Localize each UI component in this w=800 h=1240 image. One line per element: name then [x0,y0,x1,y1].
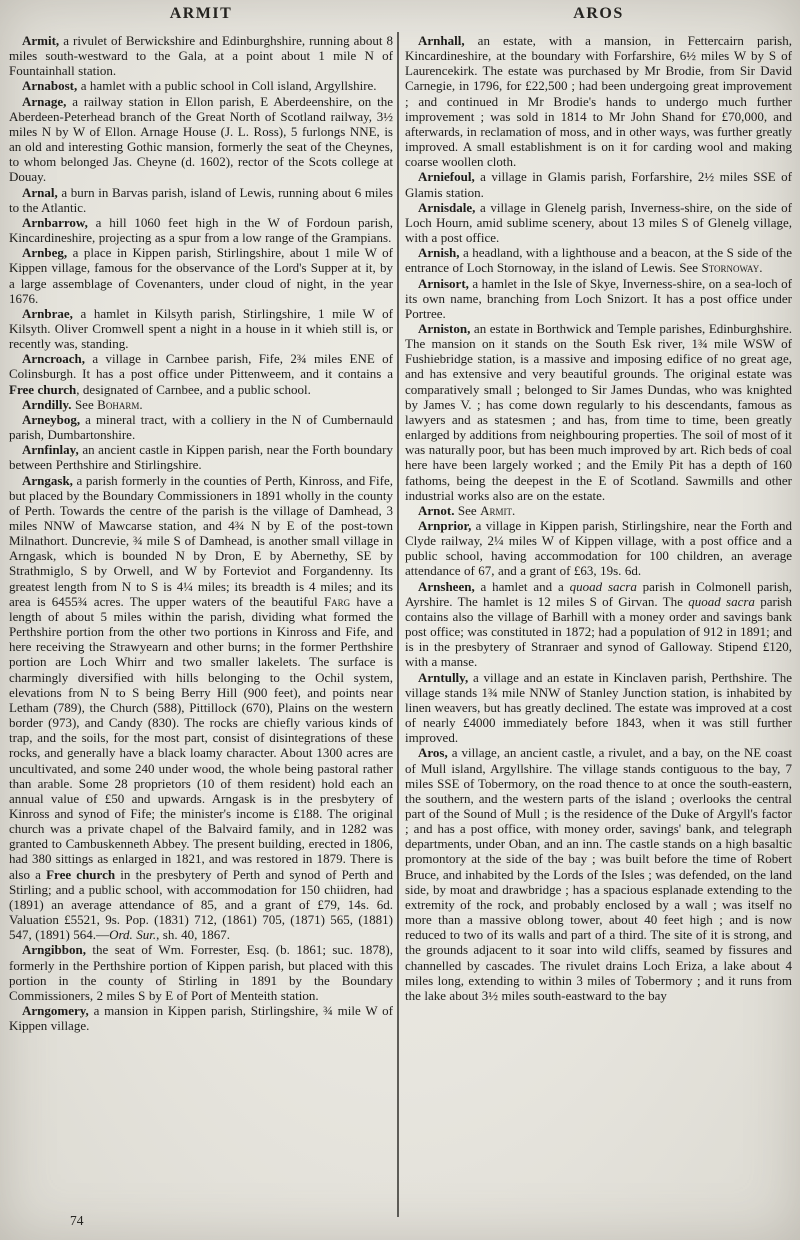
entry-text: a hamlet with a public school in Coll island, Argyllshire. [77,78,377,94]
entry-text: a rivulet of Berwickshire and Edinburghshire, running about 8 miles south-westward to the Gala, at a point about 1 mile N of Fountainhall station. [9,33,393,79]
gazetteer-entry [9,442,393,472]
entry-term: Arncroach, [22,351,85,367]
entry-term: Arnbarrow, [22,214,88,230]
running-head-right: AROS [573,5,624,22]
entry-text: the seat of Wm. Forrester, Esq. (b. 1861; suc. 1878), formerly in the Perthshire portion of Kippen parish, but placed with this portion in the county of Stirling in 1891 by the Boundary Commissioners, 2 miles S by E of Port of Menteith station. [9,942,393,1003]
gazetteer-entry [405,200,792,245]
entry-term: Arnot. [418,502,455,518]
entry-text: a railway station in Ellon parish, E Aberdeenshire, on the Aberdeen-Peterhead branch of the Great North of Scotland railway, 3½ miles N by W of Ellon. Arnage House (J. L. Ross), 5 furlongs NNE, is an old and interesting Gothic mansion, formerly the seat of the Cheynes, to whom belonged Jas. Cheyne (d. 1602), rector of the Scots college at Douay. [9,93,393,185]
entry-text: a burn in Barvas parish, island of Lewis, running about 6 miles to the Atlantic. [9,184,393,215]
entry-text: a hamlet in the Isle of Skye, Inverness-shire, on a sea-loch of its own name, branching from Loch Snizort. It has a post office under Portree. [405,275,792,321]
gazetteer-entry [405,518,792,579]
gazetteer-entry [9,185,393,215]
entry-text: Boharm [97,396,140,412]
gazetteer-entry [405,169,792,199]
entry-text: a headland, with a lighthouse and a beacon, at the S side of the entrance of Loch Stornoway, in the island of Lewis. See [405,245,792,276]
entry-text: a hamlet and a [474,578,570,594]
running-head-left: ARMIT [169,5,233,22]
entry-term: Arnisdale, [418,199,476,215]
gazetteer-entry [9,94,393,185]
entry-term: Arnbrae, [22,305,73,321]
entry-text: . [512,502,516,518]
gazetteer-entry [405,245,792,275]
entry-text: parish in Colmonell parish, Ayrshire. The hamlet is 12 miles S of Girvan. The [405,578,792,609]
entry-text: quoad sacra [569,578,637,594]
entry-term: Aros, [418,745,448,761]
entry-text: Armit [480,502,513,518]
entry-term: Arngask, [22,472,73,488]
gazetteer-entry [405,579,792,670]
gazetteer-entry [9,942,393,1003]
entry-text: a place in Kippen parish, Stirlingshire, about 1 mile W of Kippen village, famous for the observance of the Lord's Supper at it, by a large assemblage of Covenanters, under cloud of night, in the year 1676. [9,245,393,306]
entry-term: Armit, [22,33,60,48]
entry-text: See [454,502,481,518]
entry-term: Arnprior, [418,518,472,533]
entry-text: an ancient castle in Kippen parish, near the Forth boundary between Perthshire and Stirlingshire. [9,442,393,473]
gazetteer-entry [405,33,792,169]
entry-term: Arngibbon, [22,942,86,958]
gazetteer-entry [9,412,393,442]
entry-text: , sh. 40, 1867. [156,927,231,943]
entry-text: a hill 1060 feet high in the W of Fordoun parish, Kincardineshire, projecting as a spur from a low range of the Grampians. [9,214,393,246]
entry-text: Free church [46,866,116,882]
gazetteer-column-left [9,33,393,1223]
entry-text: a village, an ancient castle, a rivulet, and a bay, on the NE coast of Mull island, Argyllshire. The village stands contiguous to the bay, 7 miles SSE of Tobermory, on the road thence to at once the south-eastern, the southern, and the western parts of the island ; overlooks the central part of the Sound of Mull ; is the residence of the Duke of Argyll's factor ; and has a post office, with money order, savings' bank, and telegraph departments, under Oban, and an inn. The castle stands on a high basaltic promontory at the side of the bay ; was built before the time of Robert Bruce, and inhabited by the Lords of the Isles ; was defended, on the land side, by moat and drawbridge ; has a spacious esplanade extending to the extremity of the rock, and probably enclosed by a wall ; was itself no more than a massive oblong tower, about 40 feet high ; and is now reduced to two of its walls and part of a third. The site of it is strong, and the grounds adjacent to it soar into wild cliffs, seamed by fissures and channelled by cascades. The rivulet drains Loch Eriza, a lake about 4 miles long, extending to within 3 miles of Tobermory ; and it runs from the lake about 3½ miles south-eastward to the bay [405,745,792,1003]
entry-text: a village in Glenelg parish, Inverness-shire, on the side of Loch Hourn, amid sublime scenery, about 13 miles S of Glenelg village, with a post office. [405,199,792,246]
entry-text: a village in Kippen parish, Stirlingshire, near the Forth and Clyde railway, 2¼ miles W of Kippen village, with a post office and a public school, having accommodation for 100 children, an average attendance of 67, and a grant of £63, 19s. 6d. [405,518,792,579]
gazetteer-entry [9,1003,393,1033]
entry-text: Farg [323,593,351,609]
gazetteer-column-right [405,33,792,1223]
entry-text: have a length of about 5 miles within the parish, dividing what formed the Perthshire portion from the other two portions in Kinross and Fife, and here receiving the Strawyearn and other burns; in the former Perthshire portion are Loch Whirr and two smaller lakelets. The surface is charmingly diversified with hills belonging to the Ochil system, elevations from N to S being Berry Hill (900 feet), and points near Letham (789), the Church (588), Pittillock (670), Plains on the western border (973), and Candy (830). The rocks are chiefly various kinds of trap, and the soils, for the most part, consist of disintegrations of these rocks, and generally have a black loamy character. About 1300 acres are uncultivated, and some 240 under wood, the whole being pastoral rather than arable. Some 28 proprietors (10 of them resident) hold each an annual value of £50 and upwards. Arngask is in the presbytery of Kinross and synod of Fife; the minister's income is £188. The original church was a private chapel of the Balvaird family, and in 1282 was granted to Cambuskenneth Abbey. The present building, erected in 1806, had 380 sittings as enlarged in 1821, and was restored in 1879. There is also a [9,593,393,882]
entry-term: Arndilly. [22,396,72,412]
gazetteer-entry [405,745,792,1003]
gazetteer-entry [9,215,393,245]
column-divider [397,32,399,1217]
page-number: 74 [70,1213,84,1228]
gazetteer-entry [9,245,393,306]
entry-term: Arniston, [418,320,471,336]
entry-text: a mineral tract, with a colliery in the N of Cumbernauld parish, Dumbartonshire. [9,411,393,443]
gazetteer-entry [9,33,393,78]
entry-text: a mansion in Kippen parish, Stirlingshire, ¾ mile W of Kippen village. [9,1003,393,1034]
gazetteer-entry [9,78,393,93]
entry-text: an estate in Borthwick and Temple parishes, Edinburghshire. The mansion on it stands on the South Esk river, 1¾ mile WSW of Fushiebridge station, is a massive and imposing edifice of no great age, and has extensive and very beautiful grounds. The original estate was comparatively small ; belonged to Sir James Dundas, who was knighted by James V. ; has come down regularly to his descendants, famous as lawyers and as statesmen ; and has, from time to time, been greatly enlarged by additions from neighbouring properties. The soil of most of it was naturally poor, but has been much improved by art. Rich beds of coal here have been largely worked ; and the Emily Pit has a depth of 160 fathoms, being the deepest in the E of Scotland. Sawmills and other industrial works also are on the estate. [405,320,792,503]
gazetteer-entry [405,670,792,746]
entry-text: a parish formerly in the counties of Perth, Kinross, and Fife, but placed by the Boundary Commissioners in 1891 wholly in the county of Perth. Towards the centre of the parish is the village of Damhead, 3 miles NNW of Mawcarse station, and 4¾ N by E of the post-town Milnathort. Duncrevie, ¾ mile S of Damhead, is another small village in Arngask, which is bounded N by Dron, E by Abernethy, SE by Strathmiglo, S by Orwell, and W by Forteviot and Forgandenny. Its greatest length from N to S is 4¼ miles; its breadth is 4 miles; and its area is 6455¾ acres. The upper waters of the beautiful [9,472,393,609]
gazetteer-entry [405,321,792,503]
entry-text: a village and an estate in Kinclaven parish, Perthshire. The village stands 1¾ mile NNW of Stanley Junction station, is inhabited by linen weavers, but has greatly declined. The estate was improved at a cost of nearly £4000 immediately before 1843, when it was still further improved. [405,669,792,746]
entry-text: a village in Glamis parish, Forfarshire, 2½ miles SSE of Glamis station. [405,169,792,200]
entry-term: Arneybog, [22,411,81,427]
entry-text: . [759,260,763,276]
entry-text: . [139,396,143,412]
entry-term: Arnish, [418,245,460,261]
entry-term: Arnisort, [418,275,469,291]
entry-text: in the presbytery of Perth and synod of Perth and Stirling; and a public school, with accommodation for 150 chiidren, had (1891) an average attendance of 85, and a grant of £79, 14s. 6d. Valuation £5521, 9s. Pop. (1831) 712, (1861) 705, (1871) 565, (1881) 547, (1891) 564.— [9,866,393,943]
entry-term: Arnsheen, [418,578,475,594]
entry-text: a village in Carnbee parish, Fife, 2¾ miles ENE of Colinsburgh. It has a post office under Pittenweem, and it contains a [9,351,393,382]
entry-text: See [71,396,98,412]
entry-text: parish contains also the village of Barhill with a money order and savings bank post office; was constituted in 1872; had a population of 912 in 1891; and is in the presbytery of Stranraer and synod of Galloway. Stipend £120, with a manse. [405,593,792,670]
entry-text: quoad sacra [688,593,755,609]
entry-text: Stornoway [701,260,760,276]
entry-term: Arnfinlay, [22,442,79,458]
gazetteer-entry [9,397,393,412]
entry-term: Arniefoul, [418,169,475,185]
entry-term: Arnbeg, [22,245,68,261]
entry-text: an estate, with a mansion, in Fettercairn parish, Kincardineshire, at the boundary with Forfarshire, 6½ miles W by S of Laurencekirk. The estate was purchased by Mr Brodie, from Sir David Carnegie, in 1796, for £22,500 ; had been undergoing great improvement ; and continued in Mr Brodie's hands to undergo much further improvement ; was sold in 1814 to Mr John Shand for £70,000, and afterwards, in reclamation of moss, and in other ways, was further greatly improved. A small establishment is on it for carding wool and making coarse woollen cloth. [405,33,792,170]
gazetteer-entry [405,276,792,321]
entry-term: Arnal, [22,184,58,200]
entry-term: Arntully, [418,669,469,685]
gazetteer-entry [9,351,393,396]
entry-text: , designated of Carnbee, and a public school. [76,381,311,397]
entry-text: Ord. Sur. [109,927,157,943]
entry-text: Free church [9,381,77,397]
entry-text: a hamlet in Kilsyth parish, Stirlingshire, 1 mile W of Kilsyth. Oliver Cromwell spent a night in a house in it whieh still is, or recently was, standing. [9,305,393,352]
entry-term: Arnhall, [418,33,465,48]
gazetteer-entry [9,473,393,943]
entry-term: Arnage, [22,93,67,109]
gazetteer-entry [9,306,393,351]
entry-term: Arnabost, [22,78,78,94]
entry-term: Arngomery, [22,1003,89,1018]
gazetteer-entry [405,503,792,518]
